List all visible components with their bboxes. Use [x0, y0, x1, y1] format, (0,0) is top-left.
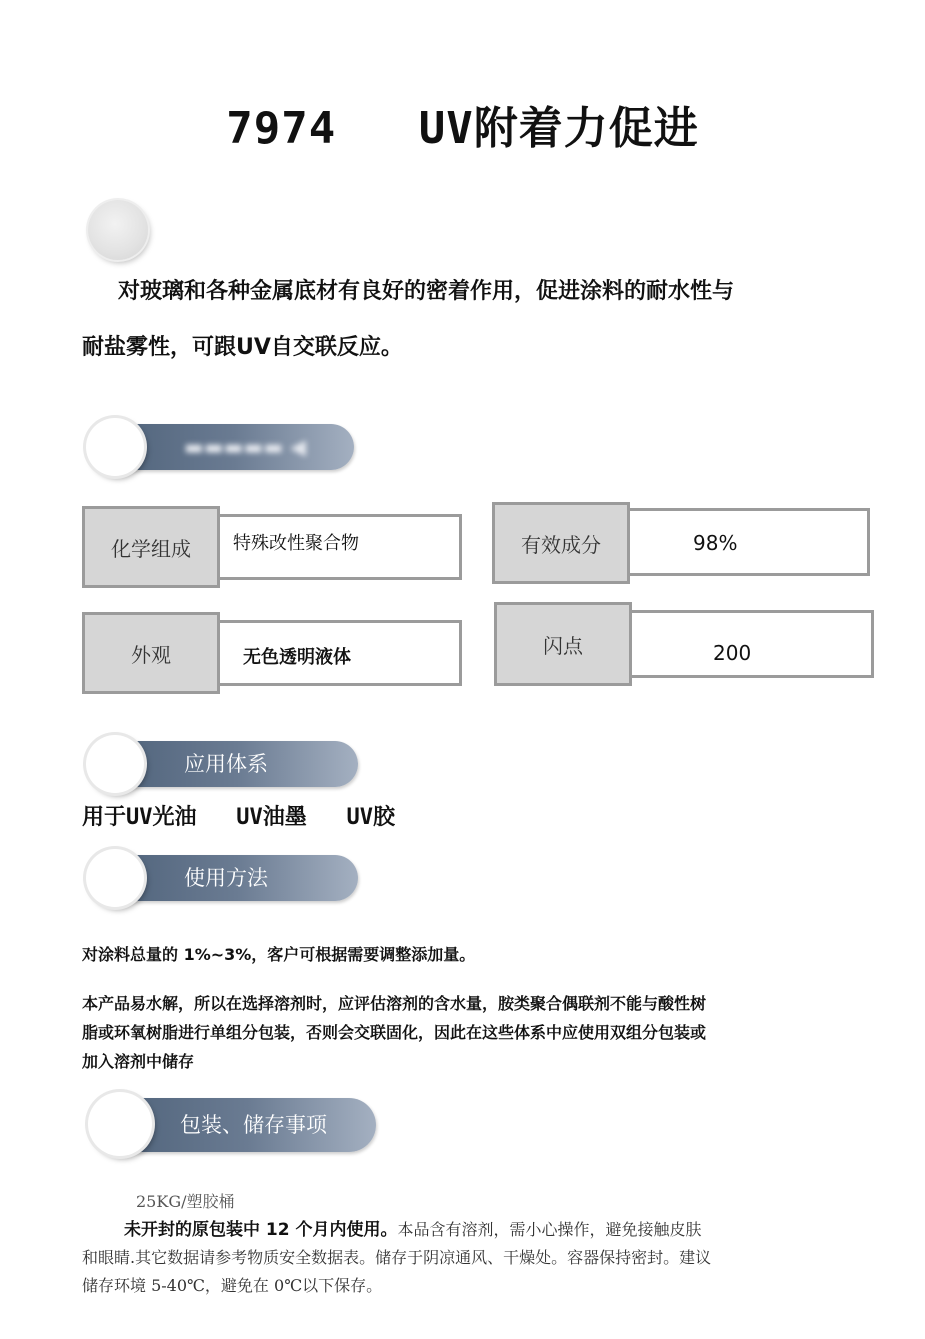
usage-note-line-3: 加入溶剂中储存: [82, 1052, 195, 1071]
intro-line-1: 对玻璃和各种金属底材有良好的密着作用，促进涂料的耐水性与: [118, 279, 735, 304]
application-text: 用于UV光油 UV油墨 UV胶: [82, 805, 395, 830]
flash-point-value: 200: [713, 641, 752, 665]
storage-line-3: 储存环境 5-40℃，避免在 0℃以下保存。: [82, 1276, 383, 1295]
application-header-circle-icon: [86, 735, 144, 793]
properties-header-blurred-text: ▬▬▬▬▬ ◀: [184, 435, 307, 459]
usage-dosage-text: 对涂料总量的 1%~3%，客户可根据需要调整添加量。: [82, 945, 476, 964]
active-content-value-box: [624, 508, 870, 576]
intro-line-2: 耐盐雾性，可跟UV自交联反应。: [82, 335, 403, 360]
appearance-value: 无色透明液体: [243, 647, 351, 668]
packaging-section-title: 包装、储存事项: [180, 1113, 327, 1137]
packaging-type: 25KG/塑胶桶: [136, 1192, 235, 1211]
appearance-value-box: [214, 620, 462, 686]
usage-section-title: 使用方法: [184, 866, 268, 890]
usage-note-line-1: 本产品易水解，所以在选择溶剂时，应评估溶剂的含水量，胺类聚合偶联剂不能与酸性树: [82, 994, 707, 1013]
chemical-composition-value-box: [214, 514, 462, 580]
active-content-value: 98%: [693, 531, 738, 555]
flash-point-value-box: [626, 610, 874, 678]
chemical-composition-label: 化学组成: [82, 506, 220, 588]
storage-lead-rest: 本品含有溶剂，需小心操作，避免接触皮肤: [397, 1220, 702, 1239]
flash-point-label: 闪点: [494, 602, 632, 686]
chemical-composition-value: 特殊改性聚合物: [233, 533, 359, 554]
appearance-label: 外观: [82, 612, 220, 694]
application-section-title: 应用体系: [184, 752, 268, 776]
usage-note-line-2: 脂或环氧树脂进行单组分包装，否则会交联固化，因此在这些体系中应使用双组分包装或: [82, 1023, 707, 1042]
storage-lead-bold: 未开封的原包装中 12 个月内使用。: [124, 1220, 398, 1240]
active-content-label: 有效成分: [492, 502, 630, 584]
usage-header-circle-icon: [86, 849, 144, 907]
properties-header-circle-icon: [86, 418, 144, 476]
storage-line-1: [124, 1216, 702, 1244]
page-title: 7974 UV附着力促进: [226, 103, 699, 154]
packaging-header-circle-icon: [88, 1092, 152, 1156]
decorative-circle-icon: [88, 200, 148, 260]
storage-line-2: 和眼睛.其它数据请参考物质安全数据表。储存于阴凉通风、干燥处。容器保持密封。建议: [82, 1248, 712, 1267]
